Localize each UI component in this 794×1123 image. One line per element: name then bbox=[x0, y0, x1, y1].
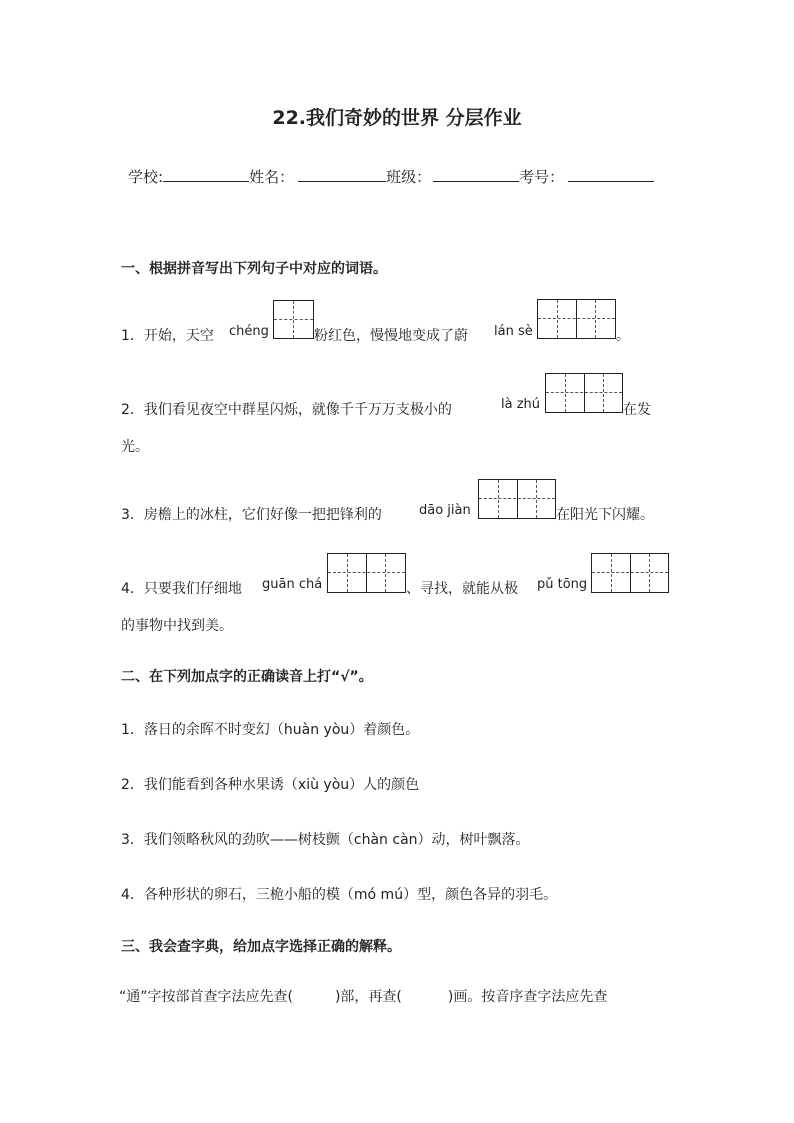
section1-q4-text-a: 4．只要我们仔细地 bbox=[121, 581, 242, 597]
q4-answer-box-2[interactable] bbox=[591, 553, 669, 593]
section1-q3-text-a: 3．房檐上的冰柱，它们好像一把把锋利的 bbox=[121, 507, 382, 523]
section1-q2-text-c: 光。 bbox=[121, 439, 149, 455]
section1-q1-pinyin2: lán sè bbox=[494, 324, 533, 339]
section1-q3-text-b: 在阳光下闪耀。 bbox=[556, 507, 654, 523]
section1-q4-pinyin2: pǔ tōng bbox=[537, 577, 588, 592]
q1-answer-box-1[interactable] bbox=[273, 300, 314, 339]
class-blank[interactable] bbox=[433, 167, 519, 182]
section2-q3: 3．我们领略秋风的劲吹——树枝颤（chàn càn）动，树叶飘落。 bbox=[121, 832, 530, 848]
section3-q1-text-a: “通”字按部首查字法应先查( bbox=[119, 989, 293, 1005]
section1-q1-text-b: 粉红色，慢慢地变成了蔚 bbox=[314, 328, 468, 344]
section1-q1-text-a: 1．开始，天空 bbox=[121, 328, 214, 344]
section1-q1-pinyin1: chéng bbox=[229, 324, 269, 339]
school-label: 学校: bbox=[128, 168, 164, 186]
number-blank[interactable] bbox=[568, 167, 654, 182]
section1-q1-text-c: 。 bbox=[616, 328, 630, 344]
section2-q2: 2．我们能看到各种水果诱（xiù yòu）人的颜色 bbox=[121, 777, 420, 793]
q3-answer-box[interactable] bbox=[478, 479, 556, 519]
section1-q4-text-b: 、寻找，就能从极 bbox=[406, 581, 518, 597]
number-label: 考号： bbox=[519, 168, 565, 186]
section1-q2-text-a: 2．我们看见夜空中群星闪烁，就像千千万万支极小的 bbox=[121, 402, 452, 418]
class-label: 班级： bbox=[386, 168, 432, 186]
section1-heading: 一、根据拼音写出下列句子中对应的词语。 bbox=[121, 261, 387, 277]
section3-q1-text-b: )部，再查( bbox=[334, 989, 402, 1005]
name-blank[interactable] bbox=[298, 167, 386, 182]
section3-q1 bbox=[119, 986, 607, 1006]
section1-q4-text-c: 的事物中找到美。 bbox=[121, 618, 233, 634]
section3-heading: 三、我会查字典，给加点字选择正确的解释。 bbox=[121, 939, 401, 955]
section3-q1-text-c: )画。按音序查字法应先查 bbox=[447, 989, 608, 1005]
q4-answer-box-1[interactable] bbox=[327, 553, 406, 593]
section2-q4: 4．各种形状的卵石，三桅小船的模（mó mú）型，颜色各异的羽毛。 bbox=[121, 887, 558, 903]
section2-q1: 1．落日的余晖不时变幻（huàn yòu）着颜色。 bbox=[121, 722, 420, 738]
student-info bbox=[128, 166, 654, 187]
q1-answer-box-2[interactable] bbox=[537, 299, 616, 339]
school-blank[interactable] bbox=[163, 167, 249, 182]
q2-answer-box[interactable] bbox=[545, 373, 623, 413]
section1-q3-pinyin: dāo jiàn bbox=[419, 503, 471, 518]
section2-heading: 二、在下列加点字的正确读音上打“√”。 bbox=[121, 669, 373, 685]
section1-q4-pinyin1: guān chá bbox=[262, 577, 323, 592]
page-title: 22.我们奇妙的世界 分层作业 bbox=[272, 107, 522, 129]
section1-q2-text-b: 在发 bbox=[623, 402, 651, 418]
name-label: 姓名： bbox=[249, 168, 295, 186]
section1-q2-pinyin: là zhú bbox=[501, 397, 541, 412]
